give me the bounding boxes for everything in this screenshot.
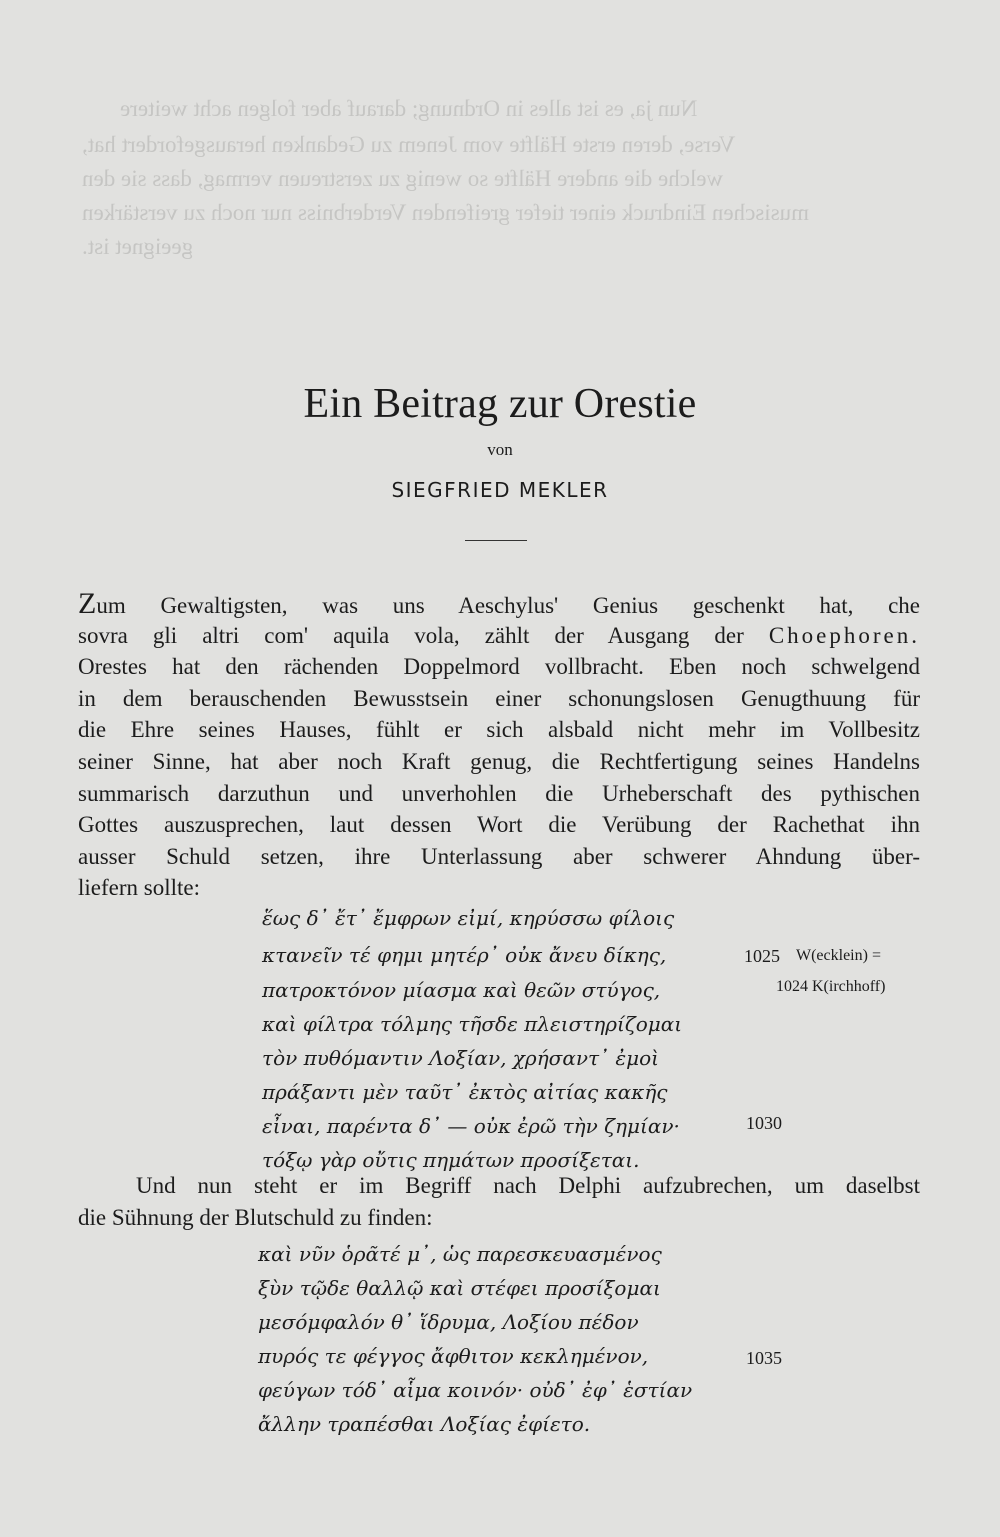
greek-verse-line: κτανεῖν τέ φημι μητέρ᾽ οὐκ ἄνευ δίκης, [262,943,667,967]
paragraph-1 [78,588,920,904]
greek-verse-line: εἶναι, παρέντα δ᾽ — οὐκ ἐρῶ τὴν ζημίαν· [262,1114,680,1138]
paragraph-line: liefern sollte: [78,875,200,901]
bleed-through-line: geeignet ist. [82,234,194,259]
emphasized-title: Choephoren. [768,622,920,648]
dropcap: Z [78,587,97,620]
bleed-through-line: welche die andere Hälfte so wenig zu zerstreuen vermag, dass sie den [82,166,724,191]
paragraph-line [78,588,920,620]
bleed-through-line: musischen Eindruck einer tiefer greifenden Verderbniss nur noch zu verstärken [82,200,810,225]
paragraph-line: Gottes auszusprechen, laut dessen Wort die Verübung der Rachethat ihn [78,812,920,838]
paragraph-line: ausser Schuld setzen, ihre Unterlassung aber schwerer Ahndung über- [78,843,920,869]
paragraph-line: die Ehre seines Hauses, fühlt er sich alsbald nicht mehr im Vollbesitz [78,717,920,743]
greek-verse-line: φεύγων τόδ᾽ αἷμα κοινόν· οὐδ᾽ ἐφ᾽ ἑστίαν [258,1378,693,1402]
paragraph-line: seiner Sinne, hat aber noch Kraft genug, die Rechtfertigung seines Handelns [78,748,920,774]
greek-verse-line: ἄλλην τραπέσθαι Λοξίας ἐφίετο. [258,1412,591,1436]
greek-verse-line: ξὺν τῷδε θαλλῷ καὶ στέφει προσίξομαι [258,1276,661,1300]
greek-verse-line: καὶ φίλτρα τόλμης τῆσδε πλειστηρίζομαι [262,1012,683,1036]
paragraph-line: in dem berauschenden Bewusstsein einer schonungslosen Genugthuung für [78,685,920,711]
paragraph-line: summarisch darzuthun und unverhohlen die Urheberschaft des pythischen [78,780,920,806]
verse-number: 1035 [746,1348,782,1368]
greek-verse-line: τὸν πυθόμαντιν Λοξίαν, χρήσαντ᾽ ἐμοὶ [262,1046,660,1070]
verse-number: 1025 [744,946,780,966]
title-divider [465,540,527,541]
verse-number: 1030 [746,1113,782,1133]
paragraph-2 [78,1170,920,1233]
bleed-through-line: Nun ja, es ist alles in Ordnung; darauf aber folgen acht weitere [120,96,698,121]
greek-verse-line: μεσόμφαλόν θ᾽ ἵδρυμα, Λοξίου πέδον [258,1310,639,1334]
greek-verse-line: πυρός τε φέγγος ἄφθιτον κεκλημένον, [258,1344,649,1368]
greek-verse-line: ἕως δ᾽ ἔτ᾽ ἔμφρων εἰμί, κηρύσσω φίλοις [262,906,675,930]
paragraph-line [78,620,920,652]
paragraph-line: Orestes hat den rächenden Doppelmord vollbracht. Eben noch schwelgend [78,654,920,680]
greek-verse-line: τόξῳ γὰρ οὔτις πημάτων προσίξεται. [262,1148,640,1172]
paragraph-line: die Sühnung der Blutschuld zu finden: [78,1204,433,1230]
bleed-through-line: Verse, deren erste Hälfte vom Jenem zu Gedanken herausgefordert hat, [82,132,736,157]
greek-verse-line: πατροκτόνον μίασμα καὶ θεῶν στύγος, [262,978,661,1002]
paragraph-line-text: sovra gli altri com' aquila vola, zählt der Ausgang der [78,622,744,648]
paragraph-line-text: um Gewaltigsten, was uns Aeschylus' Genius geschenkt hat, che [96,593,920,618]
article-byline-von: von [487,440,513,459]
greek-verse-line: καὶ νῦν ὁρᾶτέ μ᾽, ὡς παρεσκευασμένος [258,1242,662,1266]
edition-note: W(ecklein) = [796,947,881,964]
paragraph-line: Und nun steht er im Begriff nach Delphi aufzubrechen, um daselbst [136,1173,920,1198]
article-author: SIEGFRIED MEKLER [391,478,609,502]
edition-note: 1024 K(irchhoff) [776,978,886,995]
article-title: Ein Beitrag zur Orestie [303,381,697,427]
greek-verse-line: πράξαντι μὲν ταῦτ᾽ ἐκτὸς αἰτίας κακῆς [262,1080,668,1104]
